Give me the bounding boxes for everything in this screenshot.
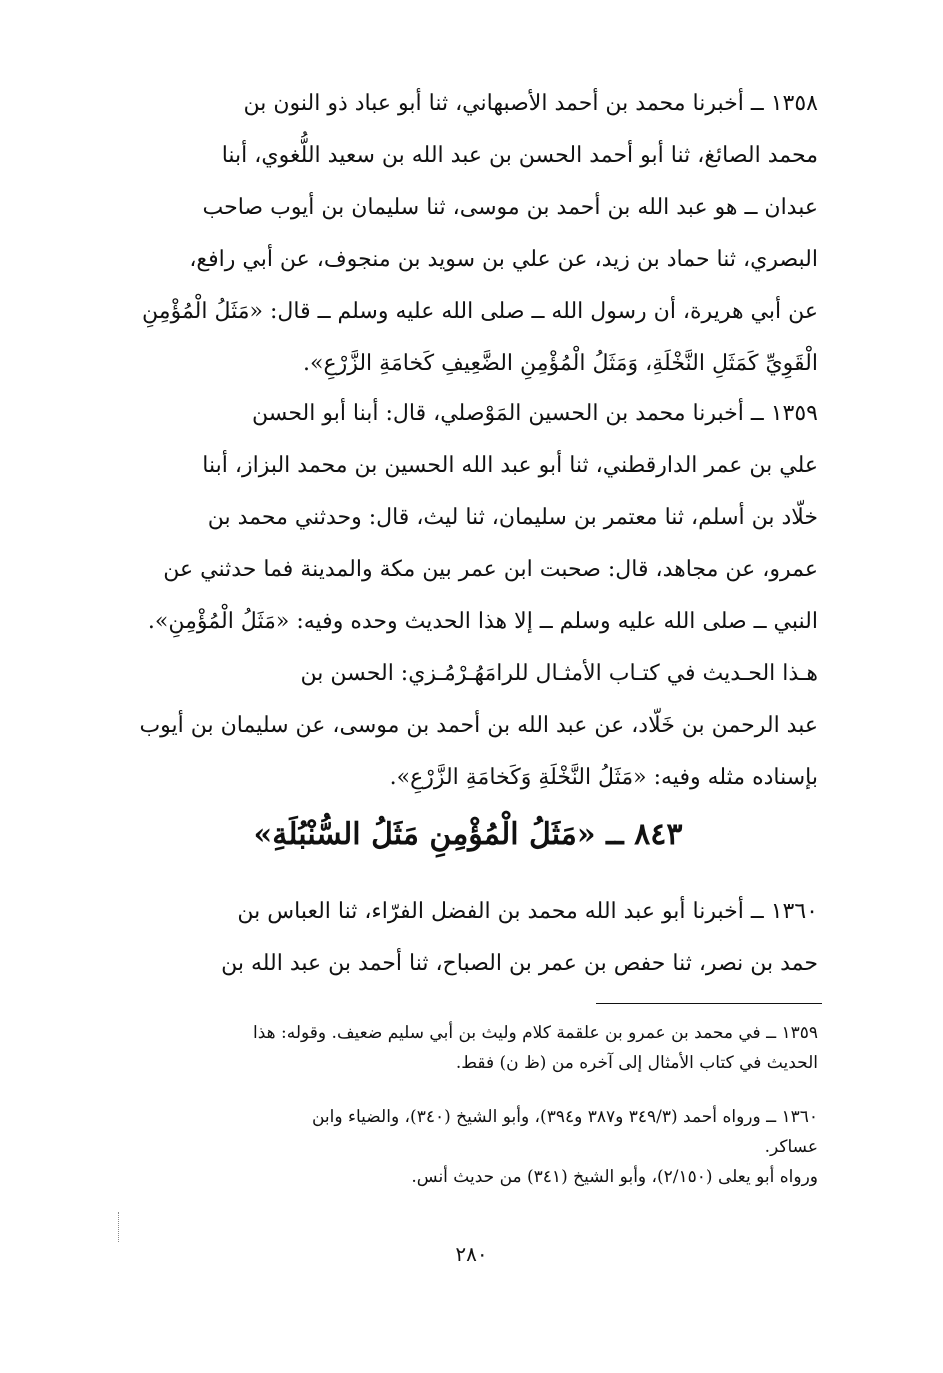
text-line: عبد الرحمن بن خَلّاد، عن عبد الله بن أحمد بن موسى، عن سليمان بن أيوب [139, 713, 818, 738]
footnote-divider [596, 1003, 822, 1004]
scan-margin-marks [118, 1212, 125, 1242]
chapter-heading: ٨٤٣ ــ «مَثَلُ الْمُؤْمِنِ مَثَلُ السُّنْبُلَةِ» [253, 817, 683, 852]
footnote-1359 [118, 1018, 818, 1078]
text-line: علي بن عمر الدارقطني، ثنا أبو عبد الله الحسين بن محمد البزاز، أبنا [202, 453, 818, 478]
text-line: ١٣٥٩ ــ أخبرنا محمد بن الحسين المَوْصلي، قال: أبنا أبو الحسن [251, 401, 818, 426]
text-line: ١٣٥٨ ــ أخبرنا محمد بن أحمد الأصبهاني، ثنا أبو عباد ذو النون بن [243, 91, 818, 116]
text-line: خلّاد بن أسلم، ثنا معتمر بن سليمان، ثنا ليث، قال: وحدثني محمد بن [207, 505, 818, 530]
hadith-1358-paragraph [118, 78, 818, 390]
footnote-line: الحديث في كتاب الأمثال إلى آخره من (ظ ن) فقط. [455, 1053, 818, 1073]
page-number: ٢٨٠ [455, 1242, 488, 1266]
footnote-1360 [118, 1102, 818, 1192]
text-line: بإسناده مثله وفيه: «مَثَلُ النَّخْلَةِ وَكَخامَةِ الزَّرْعِ». [389, 765, 818, 790]
footnote-line: ورواه أبو يعلى (٢/١٥٠)، وأبو الشيخ (٣٤١) من حديث أنس. [411, 1167, 818, 1187]
text-line: محمد الصائغ، ثنا أبو أحمد الحسن بن عبد الله بن سعيد اللُّغوي، أبنا [221, 143, 818, 168]
text-line: الْقَوِيِّ كَمَثَلِ النَّخْلَةِ، وَمَثَلُ الْمُؤْمِنِ الضَّعِيفِ كَخامَةِ الزَّرْعِ». [303, 351, 818, 376]
hadith-1359-paragraph [118, 388, 818, 648]
text-line: عبدان ــ هو عبد الله بن أحمد بن موسى، ثنا سليمان بن أيوب صاحب [202, 195, 818, 220]
commentary-paragraph [118, 648, 818, 804]
footnote-line: ١٣٥٩ ــ في محمد بن عمرو بن علقمة كلام وليث بن أبي سليم ضعيف. وقوله: هذا [252, 1023, 818, 1043]
footnote-line: ١٣٦٠ ــ ورواه أحمد (٣٤٩/٣ و٣٨٧ و٣٩٤)، وأبو الشيخ (٣٤٠)، والضياء وابن [311, 1107, 818, 1127]
text-line: البصري، ثنا حماد بن زيد، عن علي بن سويد بن منجوف، عن أبي رافع، [189, 247, 818, 272]
text-line: عمرو، عن مجاهد، قال: صحبت ابن عمر بين مكة والمدينة فما حدثني عن [163, 557, 818, 582]
text-line: حمد بن نصر، ثنا حفص بن عمر بن الصباح، ثنا أحمد بن عبد الله بن [221, 951, 818, 976]
footnote-line: عساكر. [764, 1137, 818, 1157]
text-line: ١٣٦٠ ــ أخبرنا أبو عبد الله محمد بن الفضل الفرّاء، ثنا العباس بن [237, 899, 818, 924]
hadith-1360-paragraph [118, 886, 818, 990]
text-line: عن أبي هريرة، أن رسول الله ــ صلى الله عليه وسلم ــ قال: «مَثَلُ الْمُؤْمِنِ [142, 299, 818, 324]
text-line: هـذا الحـديث في كتـاب الأمثـال للرامَهُـرْمُـزي: الحسن بن [300, 661, 818, 686]
text-line: النبي ــ صلى الله عليه وسلم ــ إلا هذا الحديث وحده وفيه: «مَثَلُ الْمُؤْمِنِ». [147, 609, 818, 634]
